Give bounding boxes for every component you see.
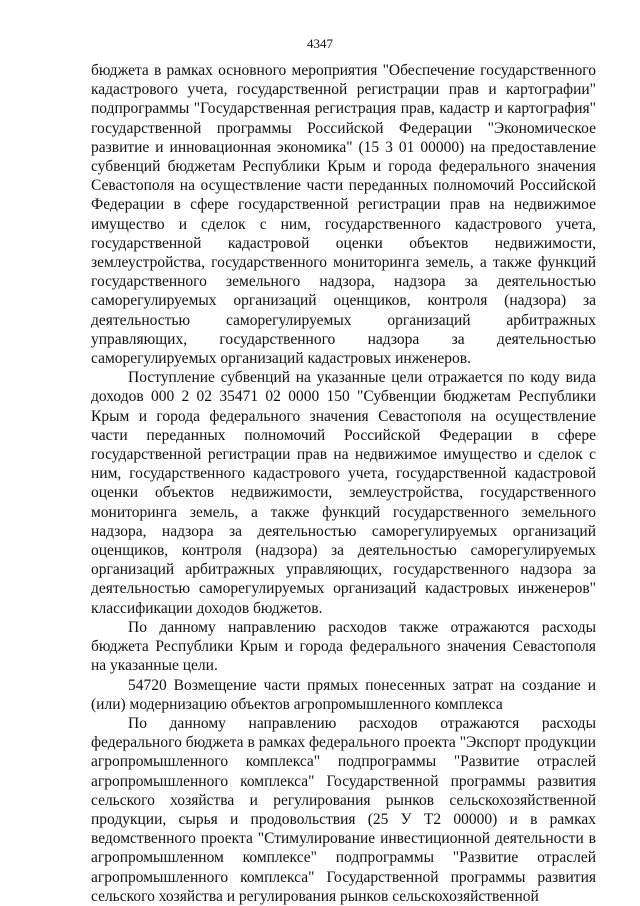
paragraph-section-heading-54720: 54720 Возмещение части прямых понесенных затрат на создание и (или) модернизацию объектов агропромышленного комплекса [91, 676, 596, 713]
page-number: 4347 [307, 36, 333, 51]
paragraph-regional-expenses: По данному направлению расходов также отражаются расходы бюджета Республики Крым и города федерального значения Севастополя на указанные цели. [91, 618, 596, 675]
paragraph-continuation: бюджета в рамках основного мероприятия "Обеспечение государственного кадастрового учета, государственной регистрации прав и картографии" подпрограммы "Государственная регистрация прав, кадастр и картография" государственной программы Российской Федерации "Экономическое развитие и инновационная экономика" (15 3 01 00000) на предоставление субвенций бюджетам Республики Крым и города федерального значения Севастополя на осуществление части переданных полномочий Российской Федерации в сфере государственной регистрации прав на недвижимое имущество и сделок с ним, государственного кадастрового учета, государственной кадастровой оценки объектов недвижимости, землеустройства, государственного мониторинга земель, а также функций государственного земельного надзора, надзора за деятельностью саморегулируемых организаций оценщиков, контроля (надзора) за деятельностью саморегулируемых организаций арбитражных управляющих, государственного надзора за деятельностью саморегулируемых организаций кадастровых инженеров. [91, 62, 596, 368]
document-body [91, 61, 596, 906]
paragraph-subvention-revenue-code: Поступление субвенций на указанные цели отражается по коду вида доходов 000 2 02 35471 02 0000 150 "Субвенции бюджетам Республики Крым и города федерального значения Севастополя на осуществление части переданных полномочий Российской Федерации в сфере государственной регистрации прав на недвижимое имущество и сделок с ним, государственного кадастрового учета, государственной кадастровой оценки объектов недвижимости, землеустройства, государственного мониторинга земель, а также функций государственного земельного надзора, надзора за деятельностью саморегулируемых организаций оценщиков, контроля (надзора) за деятельностью саморегулируемых организаций арбитражных управляющих, государственного надзора за деятельностью саморегулируемых организаций кадастровых инженеров" классификации доходов бюджетов. [91, 369, 596, 617]
paragraph-federal-budget-expenses: По данному направлению расходов отражаются расходы федерального бюджета в рамках федерального проекта "Экспорт продукции агропромышленного комплекса" подпрограммы "Развитие отраслей агропромышленного комплекса" Государственной программы развития сельского хозяйства и регулирования рынков сельскохозяйственной продукции, сырья и продовольствия (25 У Т2 00000) и в рамках ведомственного проекта "Стимулирование инвестиционной деятельности в агропромышленном комплексе" подпрограммы "Развитие отраслей агропромышленного комплекса" Государственной программы развития сельского хозяйства и регулирования рынков сельскохозяйственной [91, 714, 596, 905]
